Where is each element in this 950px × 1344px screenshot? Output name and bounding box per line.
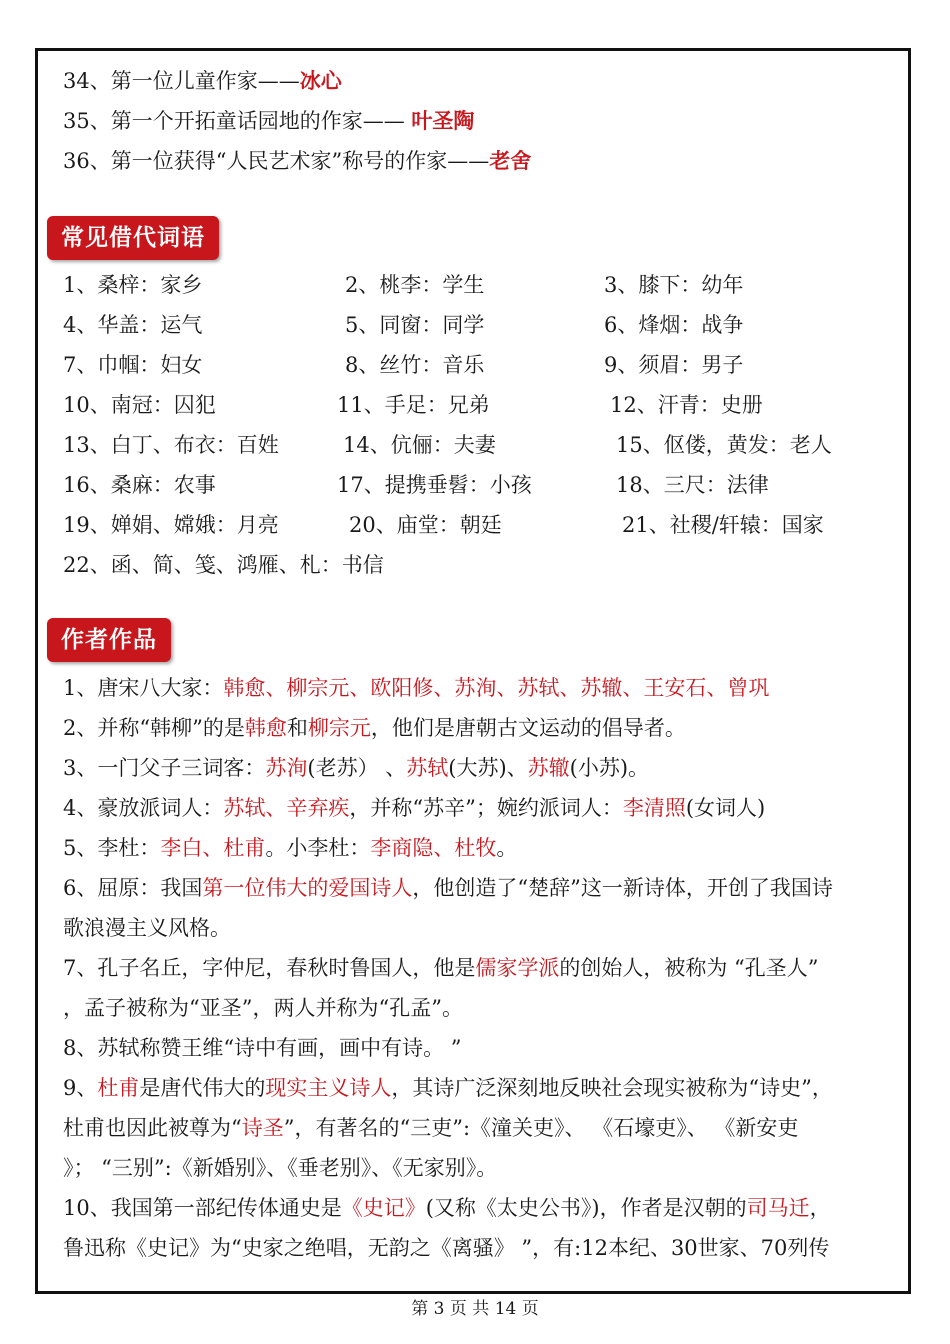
item-answer: 叶圣陶 xyxy=(411,108,475,133)
metonymy-item: 17、提携垂髫：小孩 xyxy=(337,473,532,497)
author-line-7-cont: ，孟子被称为“亚圣”，两人并称为“孔孟”。 xyxy=(63,996,463,1020)
metonymy-item: 15、伛偻，黄发：老人 xyxy=(616,433,832,457)
page-footer: 第 3 页 共 14 页 xyxy=(411,1299,539,1319)
metonymy-item: 14、伉俪：夫妻 xyxy=(343,433,496,457)
metonymy-item: 11、手足：兄弟 xyxy=(337,393,490,417)
author-line-10: 10、我国第一部纪传体通史是《史记》(又称《太史公书》)，作者是汉朝的司马迁， xyxy=(63,1196,831,1220)
metonymy-item: 22、函、简、笺、鸿雁、札：书信 xyxy=(63,553,384,577)
item-text: 第一位儿童作家—— xyxy=(110,69,300,93)
author-line-9: 9、杜甫是唐代伟大的现实主义诗人，其诗广泛深刻地反映社会现实被称为“诗史”， xyxy=(63,1076,833,1100)
section-title-metonymy: 常见借代词语 xyxy=(47,216,219,260)
item-answer: 老舍 xyxy=(489,148,532,173)
metonymy-item: 10、南冠：囚犯 xyxy=(63,393,216,417)
first-item-36 xyxy=(63,146,531,176)
item-number: 36、 xyxy=(63,149,111,173)
author-line-3: 3、一门父子三词客：苏洵(老苏） 、苏轼(大苏)、苏辙(小苏)。 xyxy=(63,756,650,780)
item-number: 34、 xyxy=(63,69,111,93)
metonymy-item: 2、桃李：学生 xyxy=(345,273,485,297)
author-line-5: 5、李杜：李白、杜甫。小李杜：李商隐、杜牧。 xyxy=(63,836,518,860)
first-item-34 xyxy=(63,66,342,96)
section-title-authors: 作者作品 xyxy=(47,618,171,662)
author-line-2: 2、并称“韩柳”的是韩愈和柳宗元，他们是唐朝古文运动的倡导者。 xyxy=(63,716,686,740)
author-line-9-cont2: 》； “三别”:《新婚别》、《垂老别》、《无家别》。 xyxy=(63,1156,498,1180)
first-item-35 xyxy=(63,106,474,136)
metonymy-item: 19、婵娟、嫦娥：月亮 xyxy=(63,513,279,537)
metonymy-item: 12、汗青：史册 xyxy=(610,393,763,417)
metonymy-item: 7、巾帼：妇女 xyxy=(63,353,203,377)
metonymy-item: 16、桑麻：农事 xyxy=(63,473,216,497)
metonymy-item: 13、白丁、布衣：百姓 xyxy=(63,433,279,457)
metonymy-item: 18、三尺：法律 xyxy=(616,473,769,497)
item-text: 第一个开拓童话园地的作家—— xyxy=(110,109,412,133)
metonymy-item: 6、烽烟：战争 xyxy=(604,313,744,337)
metonymy-item: 5、同窗：同学 xyxy=(345,313,485,337)
author-line-10-cont: 鲁迅称《史记》为“史家之绝唱，无韵之《离骚》 ”，有:12本纪、30世家、70列传 xyxy=(63,1236,830,1260)
metonymy-item: 20、庙堂：朝廷 xyxy=(349,513,502,537)
author-line-8: 8、苏轼称赞王维“诗中有画，画中有诗。 ” xyxy=(63,1036,462,1060)
author-line-9-cont: 杜甫也因此被尊为“诗圣”，有著名的“三吏”:《潼关吏》、 《石壕吏》、 《新安吏 xyxy=(63,1116,799,1140)
metonymy-item: 8、丝竹：音乐 xyxy=(345,353,485,377)
metonymy-item: 21、社稷/轩辕：国家 xyxy=(622,513,824,537)
author-line-6-cont: 歌浪漫主义风格。 xyxy=(63,916,231,940)
item-number: 35、 xyxy=(63,109,111,133)
item-text: 第一位获得“人民艺术家”称号的作家—— xyxy=(110,149,490,173)
author-line-6: 6、屈原：我国第一位伟大的爱国诗人，他创造了“楚辞”这一新诗体，开创了我国诗 xyxy=(63,876,833,900)
metonymy-item: 9、须眉：男子 xyxy=(604,353,744,377)
author-line-4: 4、豪放派词人：苏轼、辛弃疾，并称“苏辛”；婉约派词人：李清照(女词人) xyxy=(63,796,766,820)
metonymy-item: 4、华盖：运气 xyxy=(63,313,203,337)
item-answer: 冰心 xyxy=(299,68,342,93)
metonymy-item: 3、膝下：幼年 xyxy=(604,273,744,297)
author-line-1: 1、唐宋八大家：韩愈、柳宗元、欧阳修、苏洵、苏轼、苏辙、王安石、曾巩 xyxy=(63,676,770,700)
metonymy-item: 1、桑梓：家乡 xyxy=(63,273,203,297)
author-line-7: 7、孔子名丘，字仲尼，春秋时鲁国人，他是儒家学派的创始人，被称为 “孔圣人” xyxy=(63,956,819,980)
